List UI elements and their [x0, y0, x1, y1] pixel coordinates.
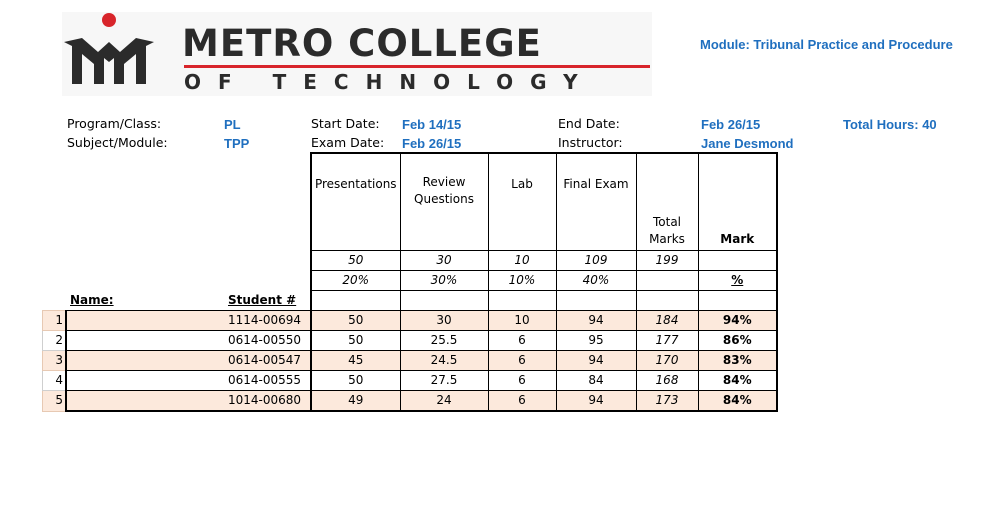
max-marks-row — [43, 251, 778, 271]
score-presentations: 50 — [311, 331, 400, 351]
grade-table — [42, 152, 778, 412]
college-logo-mark-icon — [62, 12, 182, 96]
college-name: METRO COLLEGE — [182, 22, 542, 65]
score-final: 94 — [556, 351, 636, 371]
score-review: 24.5 — [400, 351, 488, 371]
student-number: 1014-00680 — [226, 391, 311, 412]
score-review: 27.5 — [400, 371, 488, 391]
exam-date-value: Feb 26/15 — [402, 136, 462, 151]
score-lab: 6 — [488, 331, 556, 351]
module-title: Module: Tribunal Practice and Procedure — [700, 37, 953, 52]
table-row — [43, 331, 778, 351]
score-total: 184 — [636, 311, 698, 331]
column-header-review-questions: Review Questions — [400, 153, 488, 251]
row-number: 2 — [43, 331, 67, 351]
subject-label: Subject/Module: — [67, 135, 168, 150]
student-name — [66, 371, 226, 391]
row-number: 5 — [43, 391, 67, 412]
start-date-value: Feb 14/15 — [402, 117, 462, 132]
instructor-label: Instructor: — [558, 135, 623, 150]
score-lab: 6 — [488, 371, 556, 391]
exam-date-label: Exam Date: — [311, 135, 385, 150]
score-mark: 83% — [698, 351, 777, 371]
weight-presentations: 20% — [311, 271, 400, 291]
score-mark: 84% — [698, 371, 777, 391]
score-total: 170 — [636, 351, 698, 371]
column-header-mark: Mark — [698, 153, 777, 251]
college-logo — [62, 12, 652, 96]
label-row — [43, 291, 778, 311]
max-lab: 10 — [488, 251, 556, 271]
score-mark: 84% — [698, 391, 777, 412]
score-lab: 6 — [488, 391, 556, 412]
student-name — [66, 351, 226, 371]
score-total: 173 — [636, 391, 698, 412]
score-presentations: 45 — [311, 351, 400, 371]
student-number: 0614-00547 — [226, 351, 311, 371]
mark-unit: % — [698, 271, 777, 291]
column-header-row — [43, 153, 778, 251]
score-final: 84 — [556, 371, 636, 391]
column-header-presentations: Presentations — [311, 153, 400, 251]
student-number: 1114-00694 — [226, 311, 311, 331]
subject-value: TPP — [224, 136, 250, 151]
score-review: 24 — [400, 391, 488, 412]
name-column-label: Name: — [70, 293, 114, 307]
column-header-lab: Lab — [488, 153, 556, 251]
score-presentations: 49 — [311, 391, 400, 412]
end-date-value: Feb 26/15 — [701, 117, 761, 132]
weights-row — [43, 271, 778, 291]
logo-divider — [184, 65, 650, 68]
student-name — [66, 391, 226, 412]
row-number: 4 — [43, 371, 67, 391]
score-presentations: 50 — [311, 311, 400, 331]
score-lab: 6 — [488, 351, 556, 371]
score-presentations: 50 — [311, 371, 400, 391]
table-row — [43, 351, 778, 371]
weight-review: 30% — [400, 271, 488, 291]
program-value: PL — [224, 117, 241, 132]
table-row — [43, 391, 778, 412]
row-number: 3 — [43, 351, 67, 371]
column-header-final-exam: Final Exam — [556, 153, 636, 251]
score-review: 30 — [400, 311, 488, 331]
table-row — [43, 371, 778, 391]
student-column-label: Student # — [228, 292, 297, 307]
score-mark: 86% — [698, 331, 777, 351]
student-name — [66, 311, 226, 331]
score-final: 95 — [556, 331, 636, 351]
table-row — [43, 311, 778, 331]
score-final: 94 — [556, 391, 636, 412]
score-final: 94 — [556, 311, 636, 331]
instructor-value: Jane Desmond — [701, 136, 794, 151]
college-subtitle: OF TECHNOLOGY — [184, 70, 595, 94]
weight-lab: 10% — [488, 271, 556, 291]
student-number: 0614-00555 — [226, 371, 311, 391]
start-date-label: Start Date: — [311, 116, 380, 131]
program-label: Program/Class: — [67, 116, 162, 131]
row-number: 1 — [43, 311, 67, 331]
student-number: 0614-00550 — [226, 331, 311, 351]
weight-final: 40% — [556, 271, 636, 291]
score-total: 168 — [636, 371, 698, 391]
score-total: 177 — [636, 331, 698, 351]
max-total: 199 — [636, 251, 698, 271]
max-presentations: 50 — [311, 251, 400, 271]
student-name — [66, 331, 226, 351]
score-mark: 94% — [698, 311, 777, 331]
score-review: 25.5 — [400, 331, 488, 351]
max-review: 30 — [400, 251, 488, 271]
total-hours: Total Hours: 40 — [843, 117, 937, 132]
column-header-total-marks: Total Marks — [636, 153, 698, 251]
max-final: 109 — [556, 251, 636, 271]
score-lab: 10 — [488, 311, 556, 331]
end-date-label: End Date: — [558, 116, 620, 131]
